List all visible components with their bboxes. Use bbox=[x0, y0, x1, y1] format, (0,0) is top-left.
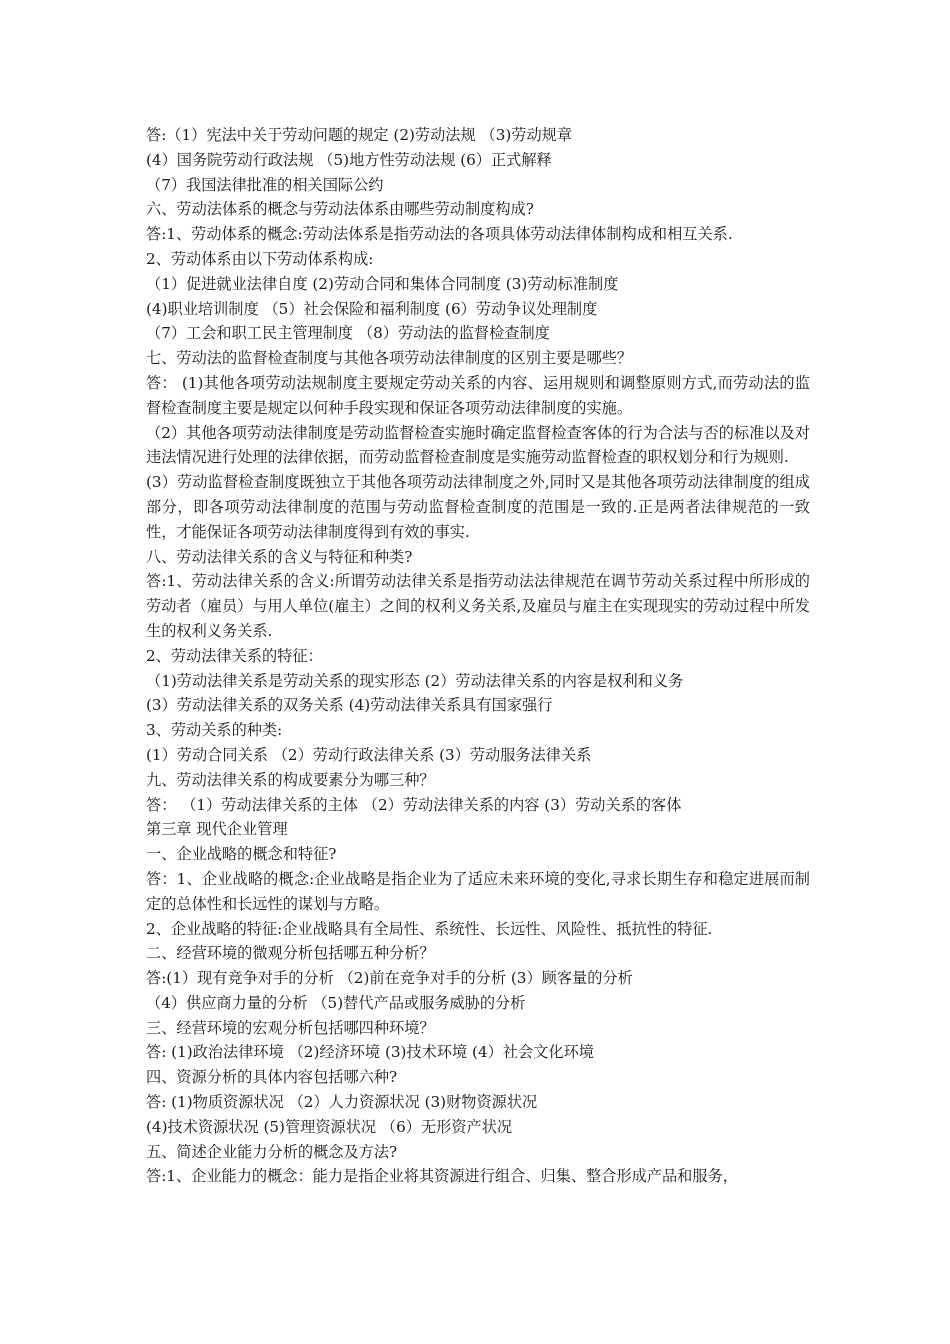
text-line: （4）供应商力量的分析 （5)替代产品或服务威胁的分析 bbox=[146, 993, 526, 1012]
text-line: 答: (1)政治法律环境 （2)经济环境 (3)技术环境 (4）社会文化环境 bbox=[146, 1043, 594, 1062]
text-line: (4）国务院劳动行政法规 （5)地方性劳动法规 (6）正式解释 bbox=[146, 150, 552, 169]
text-line: （1)劳动法律关系是劳动关系的现实形态 (2）劳动法律关系的内容是权利和义务 bbox=[146, 671, 684, 690]
document-page bbox=[146, 123, 810, 1189]
paragraph: 答： (1)其他各项劳动法规制度主要规定劳动关系的内容、运用规则和调整原则方式,而劳动法的监督检查制度主要是规定以何种手段实现和保证各项劳动法律制度的实施。 bbox=[146, 373, 810, 417]
text-line: (4)技术资源状况 (5)管理资源状况 （6）无形资产状况 bbox=[146, 1117, 513, 1136]
text-line: (3）劳动法律关系的双务关系 (4)劳动法律关系具有国家强行 bbox=[146, 696, 553, 715]
section-heading: 一、企业战略的概念和特征? bbox=[146, 845, 337, 864]
section-heading: 二、经营环境的微观分析包括哪五种分析？ bbox=[146, 944, 435, 963]
text-line: 答： （1）劳动法律关系的主体 （2）劳动法律关系的内容 (3）劳动关系的客体 bbox=[146, 795, 682, 814]
paragraph: (3）劳动监督检查制度既独立于其他各项劳动法律制度之外,同时又是其他各项劳动法律制度的组成部分，即各项劳动法律制度的范围与劳动监督检查制度的范围是一致的.正是两者法律规范的一致性，才能保证各项劳动法律制度得到有效的事实. bbox=[146, 473, 810, 541]
section-heading: 五、简述企业能力分析的概念及方法? bbox=[146, 1142, 398, 1161]
section-heading: 八、劳动法律关系的含义与特征和种类? bbox=[146, 547, 413, 566]
text-line: 答:1、劳动体系的概念:劳动法体系是指劳动法的各项具体劳动法律体制构成和相互关系. bbox=[146, 225, 733, 244]
text-line: 答:（1）宪法中关于劳动问题的规定 (2)劳动法规 （3)劳动规章 bbox=[146, 126, 573, 144]
text-line: （7）工会和职工民主管理制度 （8）劳动法的监督检查制度 bbox=[146, 324, 550, 343]
paragraph: （2）其他各项劳动法律制度是劳动监督检查实施时确定监督检查客体的行为合法与否的标准以及对违法情况进行处理的法律依据，而劳动监督检查制度是实施劳动监督检查的职权划分和行为规则. bbox=[146, 423, 810, 467]
text-line: (1）劳动合同关系 （2）劳动行政法律关系 (3）劳动服务法律关系 bbox=[146, 745, 592, 764]
text-line: （1）促进就业法律自度 (2)劳动合同和集体合同制度 (3)劳动标准制度 bbox=[146, 274, 619, 293]
text-line: 答:(1）现有竞争对手的分析 （2)前在竞争对手的分析 (3）顾客量的分析 bbox=[146, 969, 633, 988]
paragraph: 答：1、企业战略的概念:企业战略是指企业为了适应未来环境的变化,寻求长期生存和稳定进展而制定的总体性和长远性的谋划与方略。 bbox=[146, 869, 810, 913]
chapter-heading: 第三章 现代企业管理 bbox=[146, 820, 288, 839]
text-line: 答:1、企业能力的概念：能力是指企业将其资源进行组合、归集、整合形成产品和服务， bbox=[146, 1167, 738, 1186]
section-heading: 四、资源分析的具体内容包括哪六种? bbox=[146, 1068, 398, 1087]
text-line: 3、劳动关系的种类: bbox=[146, 721, 283, 740]
section-heading: 七、劳动法的监督检查制度与其他各项劳动法律制度的区别主要是哪些？ bbox=[146, 349, 632, 368]
text-line: 2、劳动法律关系的特征： bbox=[146, 646, 323, 665]
section-heading: 六、劳动法体系的概念与劳动法体系由哪些劳动制度构成? bbox=[146, 200, 534, 219]
section-heading: 三、经营环境的宏观分析包括哪四种环境？ bbox=[146, 1018, 435, 1037]
text-line: 2、劳动体系由以下劳动体系构成: bbox=[146, 249, 374, 268]
text-line: (4)职业培训制度 （5）社会保险和福利制度 (6）劳动争议处理制度 bbox=[146, 299, 598, 318]
paragraph: 答:1、劳动法律关系的含义:所谓劳动法律关系是指劳动法法律规范在调节劳动关系过程中所形成的劳动者（雇员）与用人单位(雇主）之间的权利义务关系,及雇员与雇主在实现现实的劳动过程中所发生的权利义务关系. bbox=[146, 572, 810, 640]
text-line: （7）我国法律批准的相关国际公约 bbox=[146, 175, 384, 194]
text-line: 2、企业战略的特征:企业战略具有全局性、系统性、长远性、风险性、抵抗性的特征. bbox=[146, 919, 713, 938]
text-line: 答: (1)物质资源状况 （2）人力资源状况 (3)财物资源状况 bbox=[146, 1093, 538, 1112]
section-heading: 九、劳动法律关系的构成要素分为哪三种？ bbox=[146, 770, 435, 789]
